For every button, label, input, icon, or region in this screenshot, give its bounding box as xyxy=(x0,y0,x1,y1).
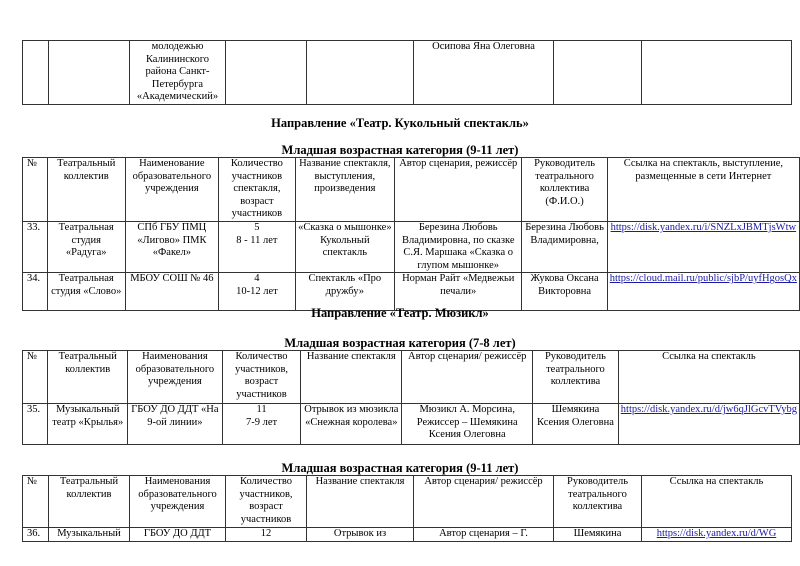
header-author: Автор сценария/ режиссёр xyxy=(414,476,554,528)
cell-title: Отрывок из мюзикла «Снежная королева» xyxy=(301,404,402,445)
participant-age: 7-9 лет xyxy=(245,416,278,428)
table-musical-9-11 xyxy=(22,475,792,542)
header-num: № xyxy=(23,476,49,528)
cell-collective: Театральная студия «Радуга» xyxy=(47,221,125,272)
cell-leader: Березина Любовь Владимировна, xyxy=(522,221,607,272)
header-leader: Руководитель театрального коллектива xyxy=(533,351,619,404)
header-leader: Руководитель театрального коллектива xyxy=(554,476,642,528)
cell-collective: Музыкальный театр «Крылья» xyxy=(48,404,128,445)
header-collective: Театральный коллектив xyxy=(49,476,130,528)
header-link: Ссылка на спектакль xyxy=(642,476,792,528)
table-header-row xyxy=(23,351,800,404)
cell-institution: ГБОУ ДО ДДТ xyxy=(130,528,226,542)
cell-num: 36. xyxy=(23,528,49,542)
cell-count xyxy=(219,221,295,272)
category-title-7-8: Младшая возрастная категория (7-8 лет) xyxy=(284,336,516,350)
direction-title-puppet: Направление «Театр. Кукольный спектакль» xyxy=(271,116,529,130)
cell-author: Березина Любовь Владимировна, по сказке С.Я. Маршака «Сказка о глупом мышонке» xyxy=(395,221,522,272)
cell-num: 35. xyxy=(23,404,48,445)
header-institution: Наименования образовательного учреждения xyxy=(130,476,226,528)
header-leader: Руководитель театрального коллектива (Ф.И.О.) xyxy=(522,158,607,222)
header-institution: Наименование образовательного учреждения xyxy=(125,158,219,222)
cell-collective xyxy=(49,41,130,105)
performance-link[interactable]: https://cloud.mail.ru/public/sjbP/uyfHgosQx xyxy=(609,273,797,285)
category-title-9-11-musical: Младшая возрастная категория (9-11 лет) xyxy=(281,461,519,475)
performance-link[interactable]: https://disk.yandex.ru/d/WG xyxy=(656,528,777,539)
cell-leader: Жукова Оксана Викторовна xyxy=(522,273,607,311)
header-title: Название спектакля, выступления, произведения xyxy=(295,158,394,222)
table-row xyxy=(23,404,800,445)
header-num: № xyxy=(23,351,48,404)
header-count: Количество участников, возраст участников xyxy=(222,351,301,404)
header-link: Ссылка на спектакль, выступление, размещенные в сети Интернет xyxy=(607,158,799,222)
table-row xyxy=(23,221,800,272)
performance-link[interactable]: https://disk.yandex.ru/d/jw6qJlGcvTVybg xyxy=(620,404,797,415)
table-continuation xyxy=(22,40,792,105)
table-row xyxy=(23,41,792,105)
table-musical-7-8 xyxy=(22,350,800,445)
cell-title: «Сказка о мышонке» Кукольный спектакль xyxy=(295,221,394,272)
participant-count: 11 xyxy=(256,404,267,415)
cell-num xyxy=(23,41,49,105)
cell-institution: ГБОУ ДО ДДТ «На 9-ой линии» xyxy=(128,404,223,445)
cell-leader: Шемякина Ксения Олеговна xyxy=(533,404,619,445)
cell-author: Норман Райт «Медвежьи печали» xyxy=(395,273,522,311)
header-count: Количество участников, возраст участников xyxy=(226,476,307,528)
cell-institution: СПб ГБУ ПМЦ «Лиговo» ПМК «Факел» xyxy=(125,221,219,272)
participant-age: 8 - 11 лет xyxy=(236,234,278,246)
cell-collective: Театральная студия «Слово» xyxy=(47,273,125,311)
direction-title-musical: Направление «Театр. Мюзикл» xyxy=(311,306,489,320)
cell-author: Мюзикл А. Морсина, Режиссер – Шемякина Ксения Олеговна xyxy=(402,404,533,445)
participant-count: 5 xyxy=(254,221,260,233)
cell-title xyxy=(307,41,414,105)
cell-title: Отрывок из xyxy=(307,528,414,542)
cell-leader xyxy=(554,41,642,105)
cell-num: 34. xyxy=(23,273,48,311)
header-author: Автор сценария/ режиссёр xyxy=(402,351,533,404)
participant-age: 10-12 лет xyxy=(236,285,278,297)
cell-link xyxy=(642,41,792,105)
cell-count xyxy=(226,41,307,105)
cell-num: 33. xyxy=(23,221,48,272)
cell-author: Осипова Яна Олеговна xyxy=(414,41,554,105)
cell-collective: Музыкальный xyxy=(49,528,130,542)
header-collective: Театральный коллектив xyxy=(47,158,125,222)
cell-link xyxy=(607,221,799,272)
cell-leader: Шемякина xyxy=(554,528,642,542)
header-link: Ссылка на спектакль xyxy=(618,351,799,404)
cell-author: Автор сценария – Г. xyxy=(414,528,554,542)
table-header-row xyxy=(23,158,800,222)
performance-link[interactable]: https://disk.yandex.ru/i/SNZLxJBMTjsWtw xyxy=(610,221,797,233)
cell-title: Спектакль «Про дружбу» xyxy=(295,273,394,311)
cell-institution: молодежью Калининского района Санкт-Петербурга «Академический» xyxy=(130,41,226,105)
cell-count xyxy=(222,404,301,445)
participant-count: 4 xyxy=(254,273,260,285)
header-author: Автор сценария, режиссёр xyxy=(395,158,522,222)
header-collective: Театральный коллектив xyxy=(48,351,128,404)
cell-link xyxy=(618,404,799,445)
header-title: Название спектакля xyxy=(301,351,402,404)
cell-count: 12 xyxy=(226,528,307,542)
table-row xyxy=(23,528,792,542)
cell-institution: МБОУ СОШ № 46 xyxy=(125,273,219,311)
header-num: № xyxy=(23,158,48,222)
table-header-row xyxy=(23,476,792,528)
header-title: Название спектакля xyxy=(307,476,414,528)
table-puppet-9-11 xyxy=(22,157,800,311)
header-institution: Наименования образовательного учреждения xyxy=(128,351,223,404)
header-count: Количество участников спектакля, возраст участников xyxy=(219,158,295,222)
category-title-9-11: Младшая возрастная категория (9-11 лет) xyxy=(281,143,519,157)
cell-link xyxy=(642,528,792,542)
